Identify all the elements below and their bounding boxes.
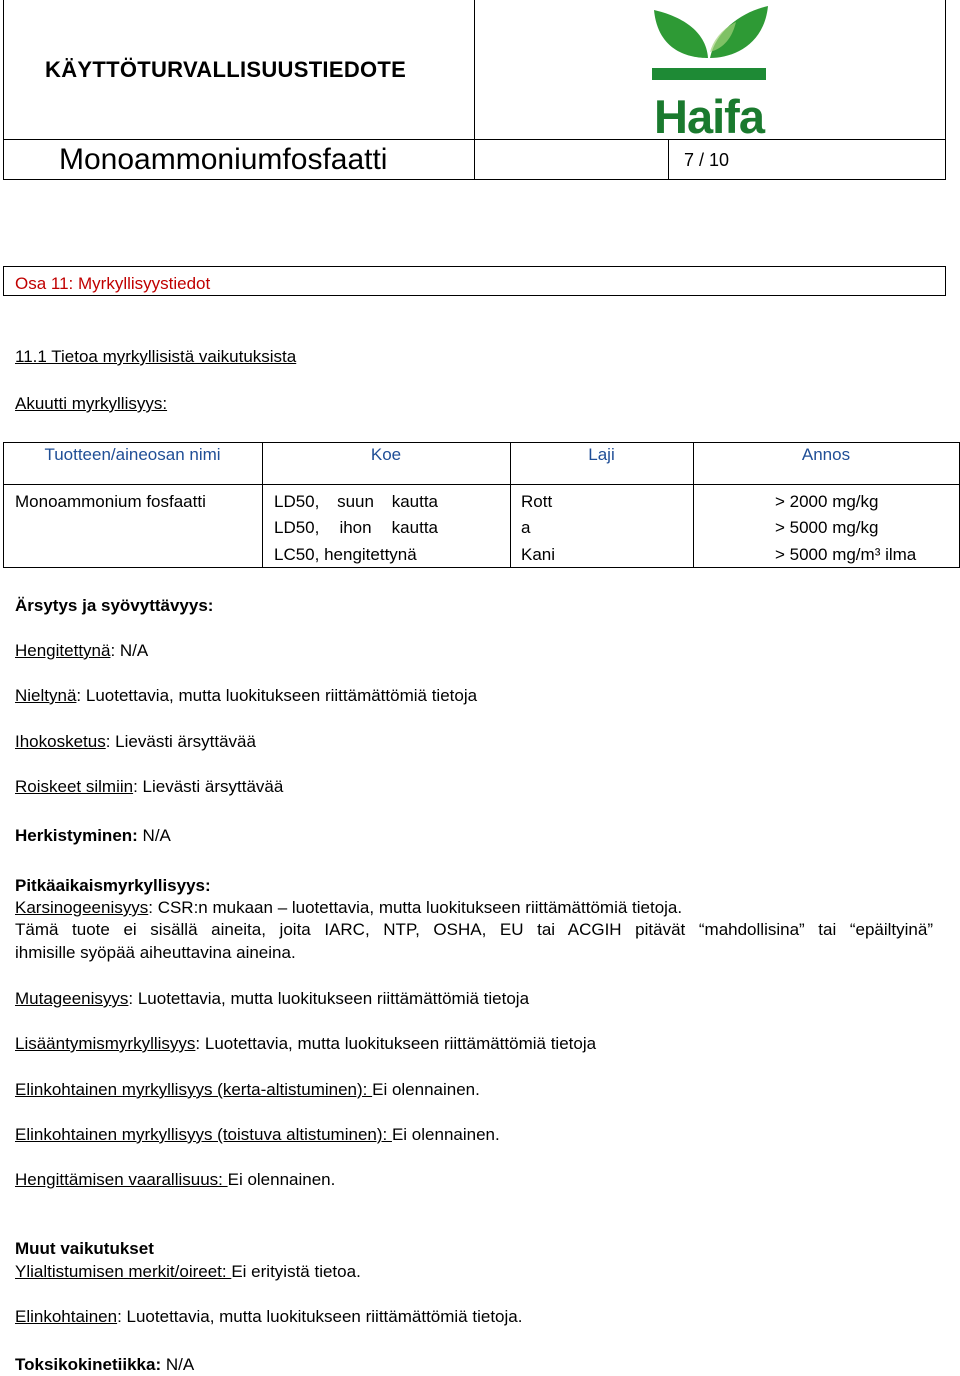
haifa-logo [650, 2, 768, 138]
overexposure-line [15, 1262, 361, 1282]
carcinogenicity-note-end: ihmisille syöpää aiheuttavina aineina. [15, 943, 296, 962]
organ-label: Elinkohtainen [15, 1307, 118, 1326]
chronic-heading: Pitkäaikaismyrkyllisyys: [15, 876, 211, 895]
table-header-dose: Annos [801, 445, 851, 464]
logo-leaf-right [710, 6, 768, 58]
table-cell-species: Kani [521, 545, 556, 564]
mutagenicity-value: : Luotettavia, mutta luokitukseen riittämättömiä tietoja [128, 989, 530, 1008]
logo-wordmark: Haifa [654, 90, 764, 138]
table-cell-name: Monoammonium fosfaatti [15, 492, 206, 511]
carcinogenicity-line [15, 898, 682, 918]
table-cell-test: LD50, suun kautta [274, 492, 438, 511]
reproductive-toxicity-line [15, 1034, 596, 1054]
table-header-test: Koe [370, 445, 402, 464]
stot-repeated-line [15, 1125, 500, 1145]
sensitization-label: Herkistyminen: [15, 826, 138, 845]
table-cell-species: Rott [521, 492, 553, 511]
stot-single-line [15, 1080, 480, 1100]
carcinogenicity-note: Tämä tuote ei sisällä aineita, joita IARC, NTP, OSHA, EU tai ACGIH pitävät “mahdollisina” tai “epäiltyinä” [15, 920, 933, 939]
table-header-name: Tuotteen/aineosan nimi [44, 445, 221, 464]
carcinogenicity-label: Karsinogeenisyys [15, 898, 149, 917]
sensitization-line [15, 826, 171, 846]
organ-line [15, 1307, 522, 1327]
table-header-species: Laji [588, 445, 615, 464]
eyes-label: Roiskeet silmiin [15, 777, 134, 796]
document-type: KÄYTTÖTURVALLISUUSTIEDOTE [45, 57, 407, 82]
swallowed-line [15, 686, 477, 706]
table-cell-test: LD50, ihon kautta [274, 518, 438, 537]
skin-line [15, 732, 256, 752]
mutagenicity-line [15, 989, 529, 1009]
inhaled-value: : N/A [110, 641, 149, 660]
stot-single-label: Elinkohtainen myrkyllisyys (kerta-altistuminen): [15, 1080, 373, 1099]
reproductive-toxicity-label: Lisääntymismyrkyllisyys [15, 1034, 196, 1053]
skin-value: : Lievästi ärsyttävää [105, 732, 256, 751]
organ-value: : Luotettavia, mutta luokitukseen riittämättömiä tietoja. [117, 1307, 523, 1326]
table-cell-dose: > 5000 mg/kg [775, 518, 879, 537]
acute-toxicity-label: Akuutti myrkyllisyys: [15, 394, 168, 413]
table-cell-dose: > 5000 mg/m³ ilma [775, 545, 917, 564]
reproductive-toxicity-value: : Luotettavia, mutta luokitukseen riittämättömiä tietoja [195, 1034, 597, 1053]
header-divider [4, 139, 945, 140]
other-effects-heading: Muut vaikutukset [15, 1239, 154, 1258]
table-cell-test: LC50, hengitettynä [274, 545, 417, 564]
product-title: Monoammoniumfosfaatti [59, 143, 388, 176]
table-cell-species: a [521, 518, 531, 537]
carcinogenicity-value: : CSR:n mukaan – luotettavia, mutta luokitukseen riittämättömiä tietoja. [148, 898, 683, 917]
toxicokinetics-value: N/A [161, 1355, 195, 1374]
eyes-value: : Lievästi ärsyttävää [133, 777, 284, 796]
toxicokinetics-line [15, 1355, 194, 1375]
header-divider [668, 140, 669, 179]
swallowed-value: : Luotettavia, mutta luokitukseen riittämättömiä tietoja [76, 686, 478, 705]
logo-bar [652, 68, 766, 80]
table-cell-dose: > 2000 mg/kg [775, 492, 879, 511]
overexposure-value: Ei erityistä tietoa. [231, 1262, 361, 1281]
aspiration-value: Ei olennainen. [227, 1170, 336, 1189]
subsection-title: 11.1 Tietoa myrkyllisistä vaikutuksista [15, 347, 297, 366]
mutagenicity-label: Mutageenisyys [15, 989, 129, 1008]
header-divider [474, 0, 475, 179]
toxicokinetics-label: Toksikokinetiikka: [15, 1355, 162, 1374]
overexposure-label: Ylialtistumisen merkit/oireet: [15, 1262, 232, 1281]
stot-repeated-value: Ei olennainen. [391, 1125, 500, 1144]
table-border [3, 484, 960, 485]
page-number: 7 / 10 [684, 150, 730, 170]
logo-leaf-left [654, 10, 708, 58]
inhaled-line [15, 641, 148, 661]
section-title: Osa 11: Myrkyllisyystiedot [15, 274, 211, 293]
sensitization-value: N/A [137, 826, 171, 845]
eyes-line [15, 777, 283, 797]
table-border [3, 442, 960, 443]
stot-repeated-label: Elinkohtainen myrkyllisyys (toistuva altistuminen): [15, 1125, 392, 1144]
aspiration-line [15, 1170, 335, 1190]
stot-single-value: Ei olennainen. [372, 1080, 480, 1099]
swallowed-label: Nieltynä [15, 686, 77, 705]
inhaled-label: Hengitettynä [15, 641, 111, 660]
skin-label: Ihokosketus [15, 732, 106, 751]
aspiration-label: Hengittämisen vaarallisuus: [15, 1170, 228, 1189]
irritation-heading: Ärsytys ja syövyttävyys: [15, 596, 214, 615]
